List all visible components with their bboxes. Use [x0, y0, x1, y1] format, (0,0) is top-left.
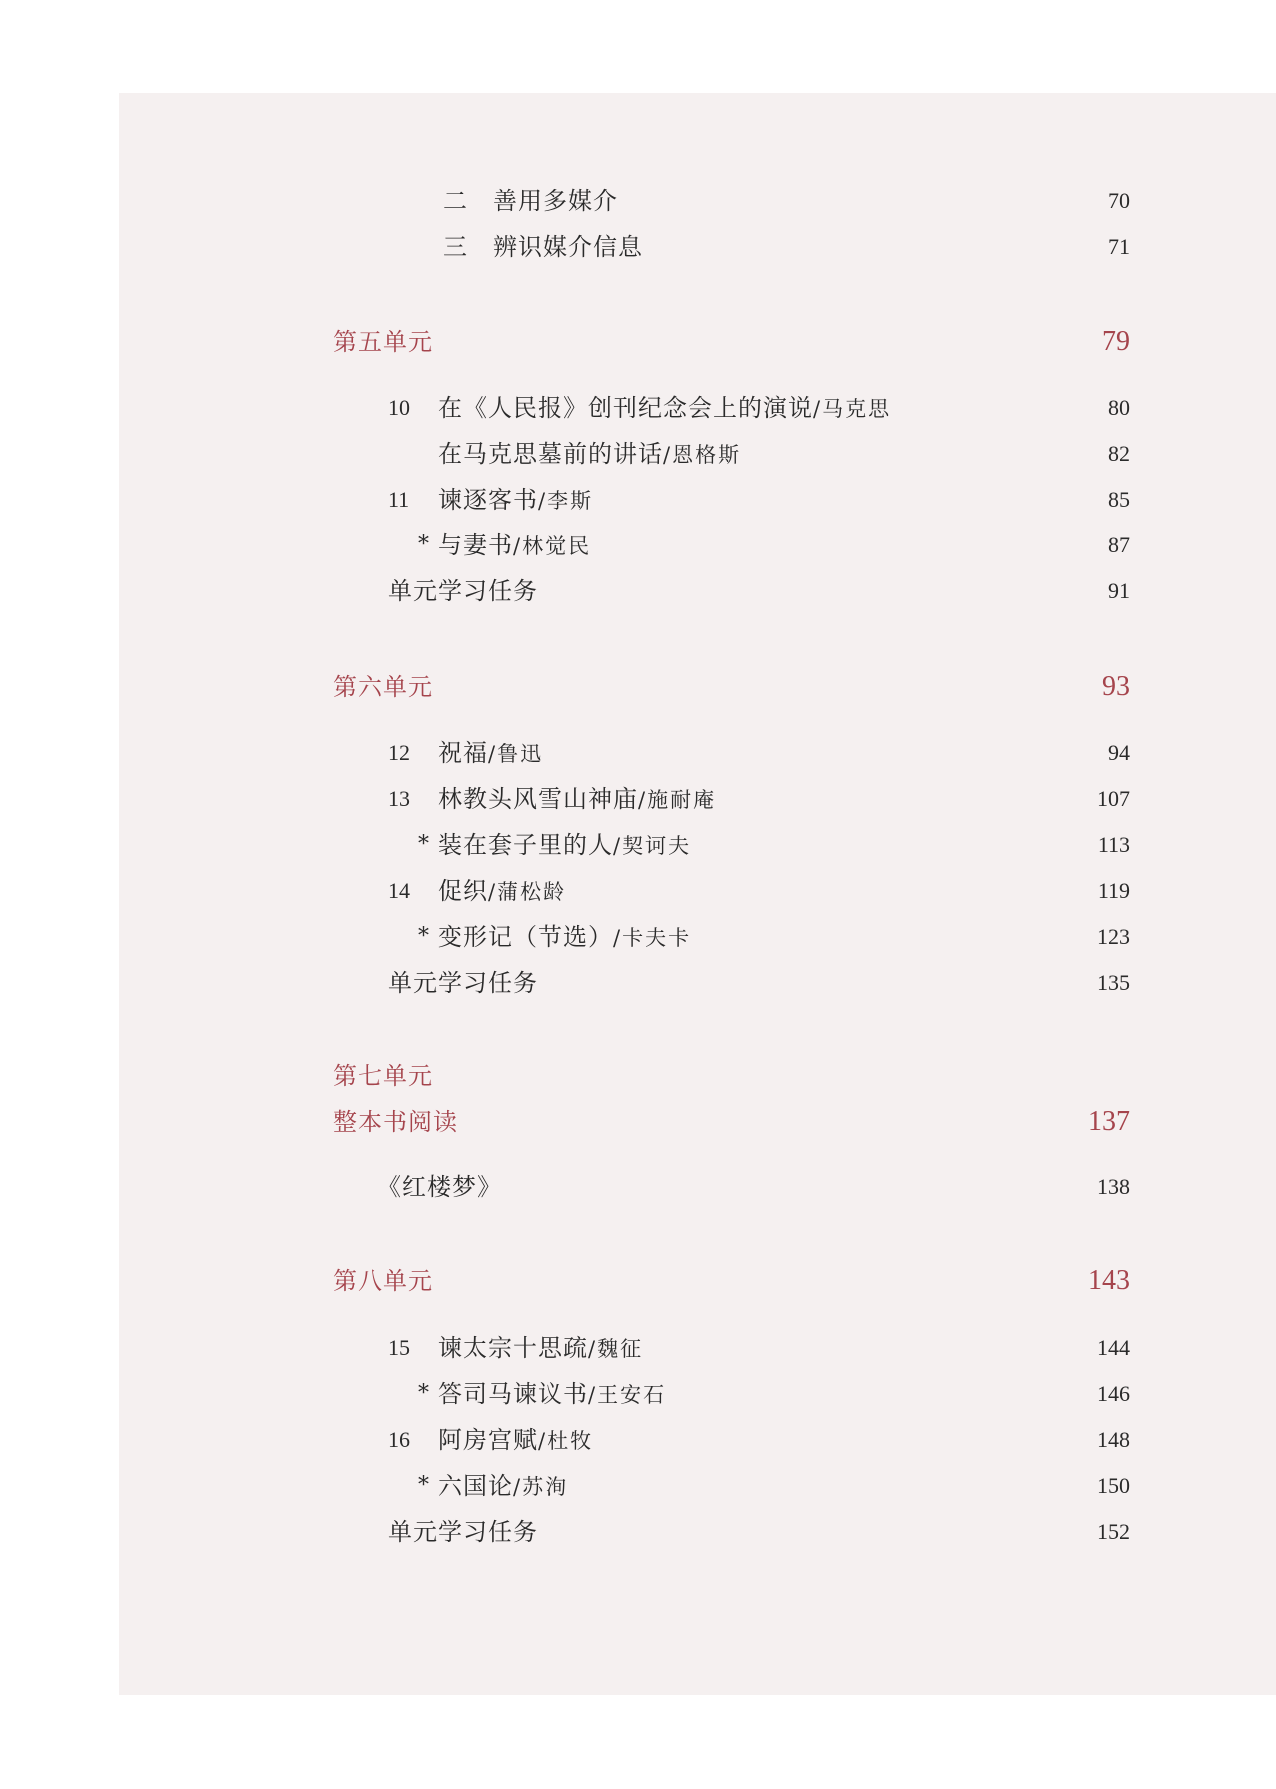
entry-title: 在《人民报》创刊纪念会上的演说/马克思	[438, 394, 892, 422]
entry-page: 87	[1108, 532, 1130, 557]
entry-title: 林教头风雪山神庙/施耐庵	[438, 785, 717, 813]
entry-author: /魏征	[588, 1337, 644, 1361]
entry-page: 146	[1097, 1381, 1130, 1406]
optional-marker: *	[418, 832, 429, 857]
toc-entry[interactable]	[119, 871, 1276, 911]
entry-author: /马克思	[813, 397, 892, 421]
unit-title: 第五单元	[333, 328, 433, 356]
toc-entry[interactable]	[119, 1374, 1276, 1414]
entry-author: /杜牧	[538, 1429, 594, 1453]
entry-author: /王安石	[588, 1383, 667, 1407]
entry-page: 80	[1108, 395, 1130, 420]
entry-page: 150	[1097, 1473, 1130, 1498]
entry-author: /鲁迅	[488, 742, 544, 766]
entry-title: 在马克思墓前的讲话/恩格斯	[438, 440, 742, 468]
entry-number: 10	[388, 395, 410, 420]
entry-title: 与妻书/林觉民	[438, 531, 592, 559]
entry-page: 123	[1097, 924, 1130, 949]
unit-title: 第八单元	[333, 1267, 433, 1295]
entry-title: 变形记（节选）/卡夫卡	[438, 923, 692, 951]
entry-title: 促织/蒲松龄	[438, 877, 567, 905]
entry-page: 71	[1108, 234, 1130, 259]
entry-title: 善用多媒介	[493, 187, 618, 215]
entry-page: 138	[1097, 1174, 1130, 1199]
entry-author: /恩格斯	[663, 443, 742, 467]
entry-page: 135	[1097, 970, 1130, 995]
unit-title: 第六单元	[333, 673, 433, 701]
entry-page: 85	[1108, 487, 1130, 512]
unit-page: 79	[1102, 326, 1130, 357]
entry-number: 12	[388, 740, 410, 765]
toc-entry[interactable]	[119, 571, 1276, 611]
entry-page: 113	[1097, 832, 1130, 857]
toc-entry[interactable]	[119, 480, 1276, 520]
entry-title: 装在套子里的人/契诃夫	[438, 831, 692, 859]
entry-number: 16	[388, 1427, 410, 1452]
entry-number: 11	[388, 487, 410, 512]
entry-number: 二	[443, 187, 468, 215]
unit-subtitle: 整本书阅读	[333, 1108, 458, 1136]
toc-entry[interactable]	[119, 1167, 1276, 1207]
entry-page: 148	[1097, 1427, 1130, 1452]
entry-page: 91	[1108, 578, 1130, 603]
entry-author: /蒲松龄	[488, 880, 567, 904]
entry-author: /李斯	[538, 489, 594, 513]
entry-title: 六国论/苏洵	[438, 1472, 569, 1500]
entry-title: 阿房宫赋/杜牧	[438, 1426, 594, 1454]
entry-page: 70	[1108, 188, 1130, 213]
entry-page: 152	[1097, 1519, 1130, 1544]
unit-heading[interactable]	[119, 322, 1276, 362]
entry-title: 谏太宗十思疏/魏征	[438, 1334, 644, 1362]
entry-title: 辨识媒介信息	[493, 233, 643, 261]
entry-title: 单元学习任务	[388, 969, 538, 997]
toc-entry[interactable]	[119, 1512, 1276, 1552]
toc-entry[interactable]	[119, 1328, 1276, 1368]
entry-number: 14	[388, 878, 410, 903]
entry-title: 《红楼梦》	[377, 1173, 502, 1201]
entry-page: 119	[1097, 878, 1130, 903]
optional-marker: *	[418, 924, 429, 949]
toc-entry[interactable]	[119, 779, 1276, 819]
entry-number: 13	[388, 786, 410, 811]
toc-entry[interactable]	[119, 1466, 1276, 1506]
toc-panel	[119, 93, 1276, 1695]
unit-heading[interactable]	[119, 667, 1276, 707]
entry-author: /施耐庵	[638, 788, 717, 812]
unit-title: 第七单元	[333, 1062, 433, 1090]
toc-entry[interactable]	[119, 525, 1276, 565]
toc-entry[interactable]	[119, 181, 1276, 221]
unit-heading[interactable]	[119, 1056, 1276, 1096]
entry-title: 单元学习任务	[388, 577, 538, 605]
entry-page: 82	[1108, 441, 1130, 466]
unit-page: 137	[1088, 1106, 1130, 1137]
entry-page: 144	[1097, 1335, 1130, 1360]
toc-entry[interactable]	[119, 917, 1276, 957]
toc-entry[interactable]	[119, 963, 1276, 1003]
toc-entry[interactable]	[119, 733, 1276, 773]
toc-entry[interactable]	[119, 434, 1276, 474]
toc-entry[interactable]	[119, 227, 1276, 267]
optional-marker: *	[418, 1381, 429, 1406]
entry-author: /卡夫卡	[613, 926, 692, 950]
entry-author: /契诃夫	[613, 834, 692, 858]
entry-title: 单元学习任务	[388, 1518, 538, 1546]
optional-marker: *	[418, 532, 429, 557]
entry-title: 答司马谏议书/王安石	[438, 1380, 667, 1408]
entry-number: 15	[388, 1335, 410, 1360]
entry-author: /苏洵	[513, 1475, 569, 1499]
unit-subheading[interactable]	[119, 1102, 1276, 1142]
entry-page: 107	[1097, 786, 1130, 811]
entry-number: 三	[443, 233, 468, 261]
optional-marker: *	[418, 1473, 429, 1498]
toc-entry[interactable]	[119, 388, 1276, 428]
unit-heading[interactable]	[119, 1261, 1276, 1301]
entry-page: 94	[1108, 740, 1130, 765]
toc-entry[interactable]	[119, 1420, 1276, 1460]
unit-page: 93	[1102, 671, 1130, 702]
toc-entry[interactable]	[119, 825, 1276, 865]
entry-title: 谏逐客书/李斯	[438, 486, 594, 514]
entry-author: /林觉民	[513, 534, 592, 558]
unit-page: 143	[1088, 1265, 1130, 1296]
entry-title: 祝福/鲁迅	[438, 739, 544, 767]
